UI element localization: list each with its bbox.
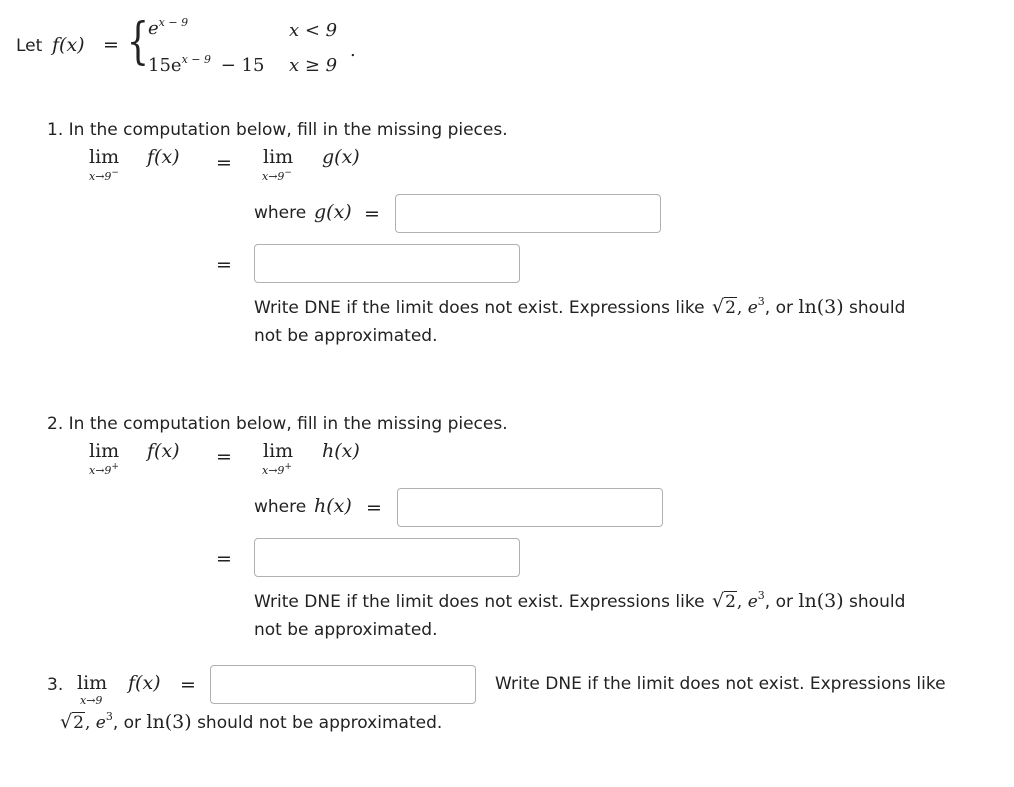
part2-eq1: = [216,446,232,468]
part1-where-eq: = [364,203,380,225]
part2-lim-left: lim [89,440,120,462]
part2-eq2: = [216,548,232,570]
two-sided-limit-input[interactable] [210,665,476,704]
part1-lim-left: lim [89,146,120,168]
e-base-3: e [95,713,106,733]
part2-sub-left-text: x→9 [89,464,112,477]
let-label: Let [16,36,43,56]
part2-lim-right: lim [263,440,294,462]
part2-note-line2: not be approximated. [254,620,438,640]
piecewise-brace: { [126,12,150,70]
sqrt-expression: √2 [711,296,736,318]
part2-right-func: h(x) [322,440,360,462]
part1-where-func: g(x) [314,201,352,223]
part1-sub-left [89,170,119,183]
part2-sub-left [89,464,119,477]
part1-lim-right: lim [263,146,294,168]
sqrt-arg-2: 2 [725,592,736,612]
part3-lim: lim [77,672,108,694]
part2-sub-right-text: x→9 [262,464,285,477]
ln-expression-3: ln(3) [146,711,192,733]
case1-cond: x < 9 [289,20,338,41]
part1-sub-right-side: − [284,168,292,178]
part3-note-line2 [58,711,442,733]
sqrt-expression-2: √2 [711,590,736,612]
part1-eq1: = [216,152,232,174]
e-exp-2: 3 [757,589,765,602]
part2-note-suffix: should [849,592,906,612]
part1-note-line2: not be approximated. [254,326,438,346]
part2-comma: , [736,592,743,612]
part1-sub-left-text: x→9 [89,170,112,183]
part2-intro: 2. In the computation below, fill in the missing pieces. [47,414,508,434]
part2-where-eq: = [366,497,382,519]
part2-sub-right-side: + [284,462,292,472]
part3-eq: = [180,674,196,696]
part3-note-tail: should not be approximated. [197,713,443,733]
part3-or: , or [112,713,142,733]
case2-coef: 15e [148,55,182,76]
fx-label: f(x) [52,34,85,56]
part2-sub-left-side: + [111,462,119,472]
part1-note-suffix: should [849,298,906,318]
case2-expr [148,55,264,76]
e-exp: 3 [757,295,765,308]
sqrt-expression-3: √2 [60,711,84,733]
part1-or: , or [764,298,793,318]
part1-left-func: f(x) [147,146,180,168]
def-period: . [350,40,356,61]
part1-comma: , [736,298,743,318]
part2-where-label: where [254,497,307,517]
sqrt-arg-3: 2 [73,713,84,733]
part1-intro: 1. In the computation below, fill in the missing pieces. [47,120,508,140]
e-base-2: e [747,592,758,612]
part1-note-prefix: Write DNE if the limit does not exist. Expressions like [254,298,705,318]
case1-base: e [148,18,159,39]
part2-sub-right [262,464,292,477]
e-base: e [747,298,758,318]
case1-expr [148,18,188,39]
part2-left-func: f(x) [147,440,180,462]
part1-note [254,294,954,349]
part3-number: 3. [47,675,64,695]
part1-sub-right [262,170,292,183]
part3-func: f(x) [128,672,161,694]
case1-exp: x − 9 [158,16,189,29]
part3-sub: x→9 [80,694,103,707]
part2-note [254,588,954,643]
part2-note-prefix: Write DNE if the limit does not exist. Expressions like [254,592,705,612]
part2-or: , or [764,592,793,612]
e-exp-3: 3 [105,710,113,723]
part1-eq2: = [216,254,232,276]
right-limit-input[interactable] [254,538,520,577]
part3-comma: , [84,713,91,733]
g-of-x-input[interactable] [395,194,661,233]
sqrt-arg: 2 [725,298,736,318]
part1-sub-left-side: − [111,168,119,178]
part1-sub-right-text: x→9 [262,170,285,183]
part1-right-func: g(x) [322,146,360,168]
h-of-x-input[interactable] [397,488,663,527]
left-limit-input[interactable] [254,244,520,283]
case2-cond: x ≥ 9 [289,55,338,76]
part3-note: Write DNE if the limit does not exist. Expressions like [495,674,946,694]
ln-expression: ln(3) [798,296,844,318]
part1-where-label: where [254,203,307,223]
case2-tail: − 15 [220,55,265,76]
part2-where-func: h(x) [314,495,352,517]
ln-expression-2: ln(3) [798,590,844,612]
case2-exp: x − 9 [181,53,211,66]
def-equals: = [103,34,119,56]
